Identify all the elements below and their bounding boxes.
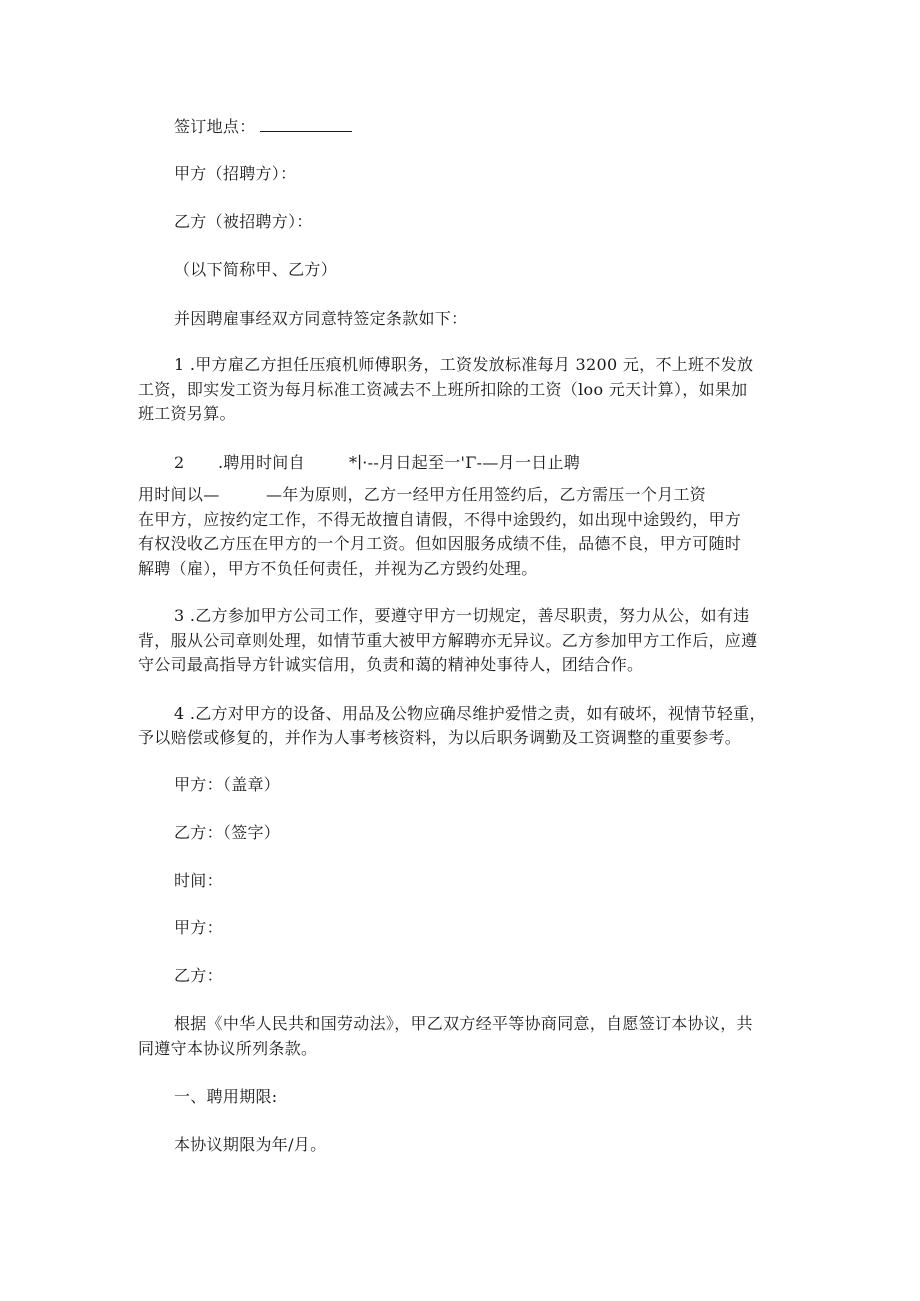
time-label: 时间： xyxy=(174,871,223,890)
clause-2-line-4: 有权没收乙方压在甲方的一个月工资。但如因服务成绩不佳，品德不良，甲方可随时 xyxy=(138,534,742,553)
clause-2-line-2b: —年为原则，乙方一经甲方任用签约后，乙方需压一个月工资 xyxy=(266,485,707,504)
clause-3-line-3: 守公司最高指导方针诚实信用，负责和蔼的精神处事待人，团结合作。 xyxy=(138,655,644,674)
intro-text: 并因聘雇事经双方同意特签定条款如下： xyxy=(174,309,468,328)
clause-2-number: 2 xyxy=(174,453,185,472)
clause-2-line-2a: 用时间以— xyxy=(138,485,220,504)
clause-2-line-3: 在甲方，应按约定工作，不得无故擅自请假，不得中途毁约，如出现中途毁约，甲方 xyxy=(138,510,742,529)
section-1-title: 一、聘用期限: xyxy=(174,1087,278,1106)
signing-place-line xyxy=(174,114,352,140)
party-b-heading: 乙方（被招聘方）： xyxy=(174,212,313,231)
clause-3-line-2: 背，服从公司章则处理，如情节重大被甲方解聘亦无异议。乙方参加甲方工作后，应遵 xyxy=(138,631,758,650)
agreement-line-1: 根据《中华人民共和国劳动法》，甲乙双方经平等协商同意，自愿签订本协议，共 xyxy=(174,1014,753,1033)
party-a-heading: 甲方（招聘方）： xyxy=(174,164,297,183)
abbreviation-note: （以下简称甲、乙方） xyxy=(174,260,338,279)
clause-3-line-1: 3 .乙方参加甲方公司工作，要遵守甲方一切规定，善尽职责，努力从公，如有违 xyxy=(174,606,750,625)
clause-1-line-3: 班工资另算。 xyxy=(138,404,236,423)
clause-4-line-1: 4 .乙方对甲方的设备、用品及公物应确尽维护爱惜之责，如有破坏，视情节轻重， xyxy=(174,704,766,723)
party-b-signature: 乙方：（签字） xyxy=(174,823,281,842)
section-1-text: 本协议期限为年/月。 xyxy=(174,1135,327,1154)
clause-2-line-5: 解聘（雇），甲方不负任何责任，并视为乙方毁约处理。 xyxy=(138,559,538,578)
party-a-label: 甲方： xyxy=(174,918,223,937)
party-a-seal: 甲方：（盖章） xyxy=(174,775,281,794)
clause-1-line-1: 1 .甲方雇乙方担任压痕机师傅职务，工资发放标准每月 3200 元，不上班不发放 xyxy=(174,355,754,374)
signing-place-blank xyxy=(260,117,352,132)
clause-4-line-2: 予以赔偿或修复的，并作为人事考核资料，为以后职务调勤及工资调整的重要参考。 xyxy=(138,728,742,747)
signing-place-label: 签订地点： xyxy=(174,117,256,136)
clause-2-line-1a: .聘用时间自 xyxy=(218,453,305,472)
agreement-line-2: 同遵守本协议所列条款。 xyxy=(138,1039,318,1058)
party-b-label: 乙方： xyxy=(174,966,223,985)
clause-2-line-1b: *∣·--月日起至一'Γ-—月一日止聘 xyxy=(349,453,581,472)
clause-1-line-2: 工资，即实发工资为每月标准工资减去不上班所扣除的工资（loo 元天计算），如果加 xyxy=(138,380,748,399)
